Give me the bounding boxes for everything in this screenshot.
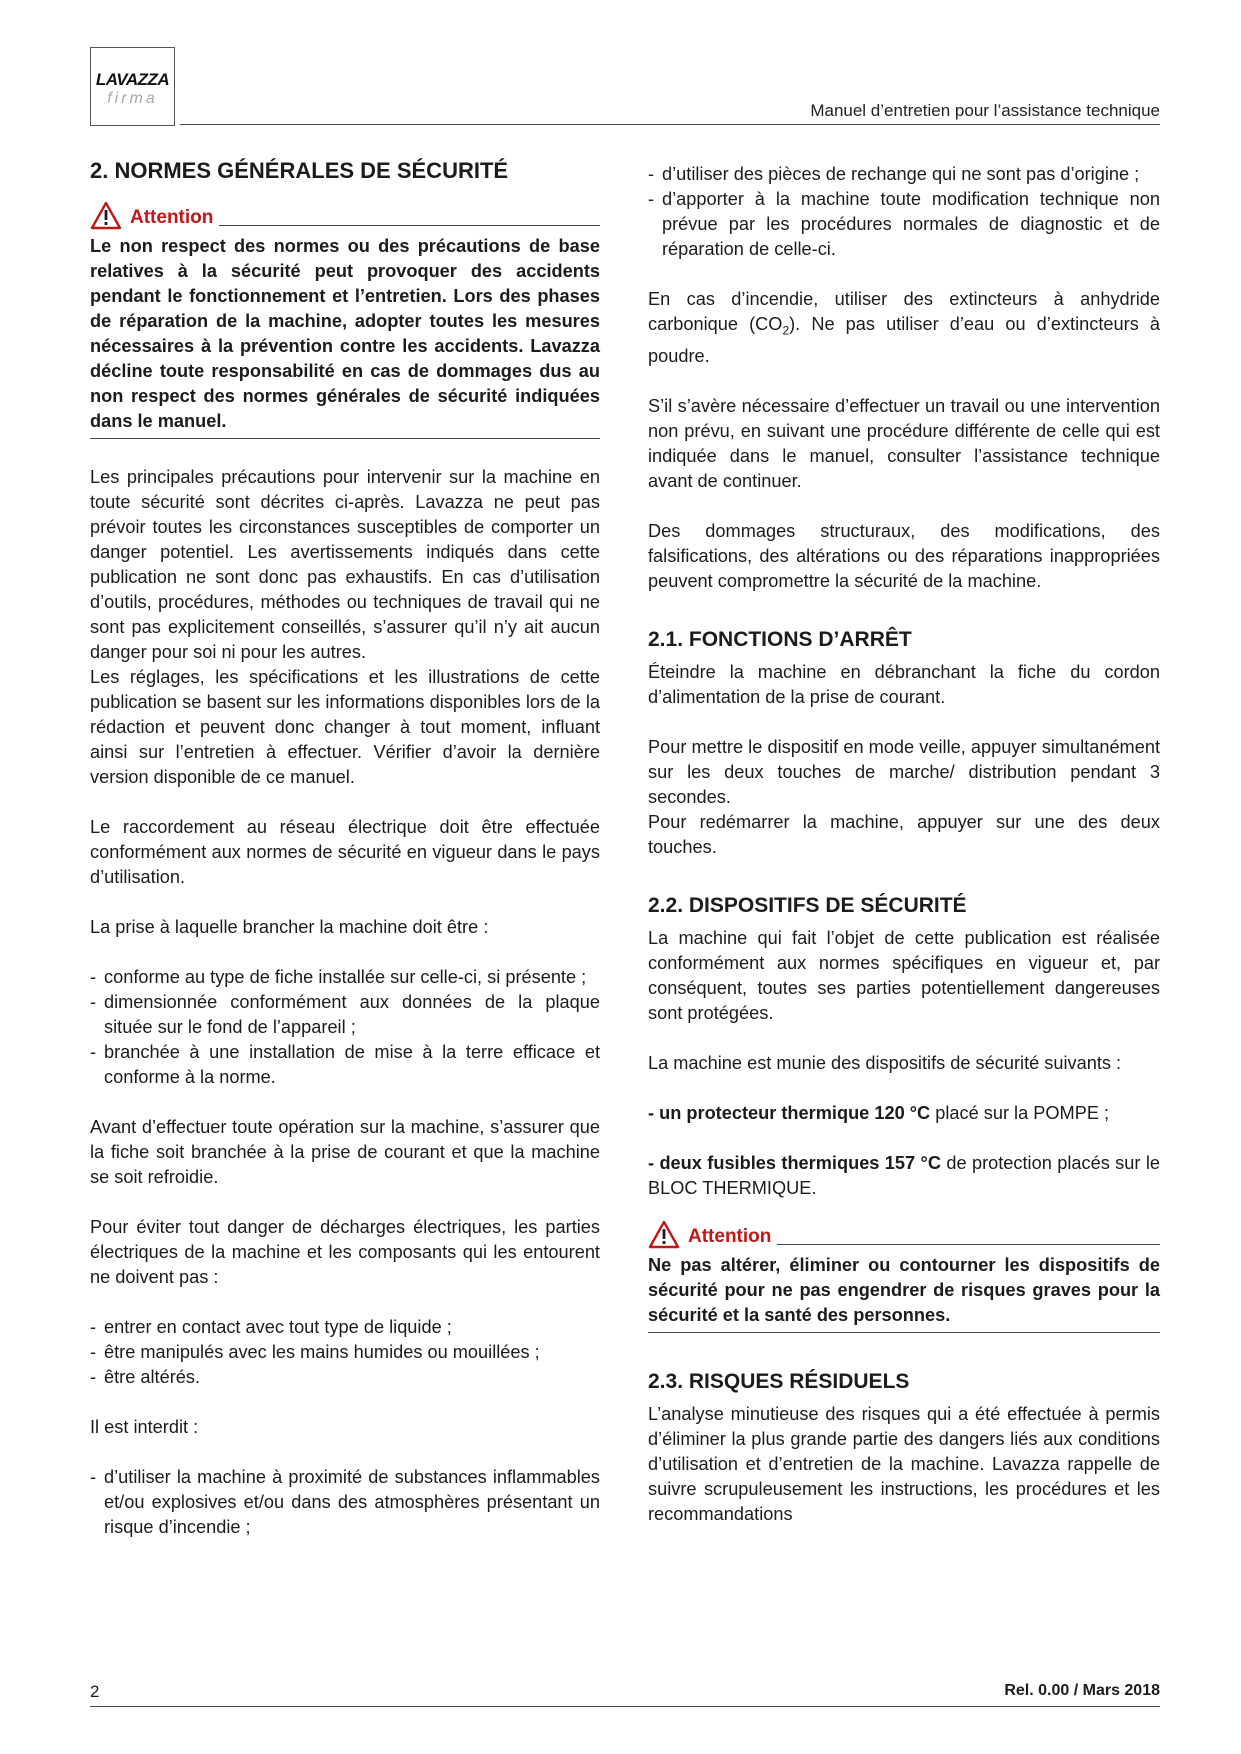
paragraph-residual-risks: L’analyse minutieuse des risques qui a été effectuée à permis d’éliminer la plus grande partie des dangers liés aux conditions d’utilisation et d’entretien de la machine. Lavazza rappelle de suivre scrupuleusement les instructions, les procédures et les recommandations <box>648 1403 1160 1524</box>
lavazza-logo <box>90 47 175 126</box>
paragraph-safety-devices: La machine est munie des dispositifs de sécurité suivants : <box>648 1052 1122 1073</box>
header-divider <box>180 124 1160 125</box>
list-item: - être altérés. <box>90 1365 600 1390</box>
attention-rule <box>777 1244 1160 1245</box>
attention-rule <box>219 225 600 226</box>
list-item: - dimensionnée conformément aux données de la plaque située sur le fond de l’appareil ; <box>90 990 600 1040</box>
attention-header <box>648 1213 1160 1249</box>
attention-text: Ne pas altérer, éliminer ou contourner les dispositifs de sécurité pour ne pas engendrer de risques graves pour la sécurité et la santé des personnes. <box>648 1249 1160 1333</box>
attention-label: Attention <box>130 207 214 228</box>
list-item: - conforme au type de fiche installée sur celle-ci, si présente ; <box>90 965 600 990</box>
paragraph-structural-damage: Des dommages structuraux, des modifications, des falsifications, des altérations ou des réparations inappropriées peuvent compromettre la sécurité de la machine. <box>648 520 1160 591</box>
section-heading-2: 2. NORMES GÉNÉRALES DE SÉCURITÉ <box>90 158 509 183</box>
device-2-label: - deux fusibles thermiques 157 °C <box>648 1152 941 1173</box>
paragraph-precautions: Les principales précautions pour intervenir sur la machine en toute sécurité sont décrites ci-après. Lavazza ne peut pas prévoir toutes les circonstances susceptibles de comporter un danger potentiel. Les avertissements indiqués dans cette publication ne sont donc pas exhaustifs. En cas d’utilisation d’outils, procédures, méthodes ou techniques de travail qui ne sont pas explicitement conseillés, s’assurer qu’il n’y ait aucun danger pour soi ni pour les autres. <box>90 467 600 662</box>
paragraph-compliance: La machine qui fait l’objet de cette publication est réalisée conformément aux normes spécifiques en vigueur et, par conséquent, toutes ses parties potentiellement dangereuses sont protégées. <box>648 927 1160 1023</box>
paragraph-electric-shock: Pour éviter tout danger de décharges électriques, les parties électriques de la machine et les composants qui les entourent ne doivent pas : <box>90 1217 600 1287</box>
list-item: - branchée à une installation de mise à la terre efficace et conforme à la norme. <box>90 1040 600 1090</box>
spacer <box>648 619 1160 627</box>
section-heading-2-3: 2.3. RISQUES RÉSIDUELS <box>648 1369 910 1393</box>
paragraph-forbidden: Il est interdit : <box>90 1417 199 1437</box>
forbidden-list <box>90 1465 600 1540</box>
attention-header <box>90 194 600 230</box>
socket-requirements-list <box>90 965 600 1090</box>
section-heading-2-1: 2.1. FONCTIONS D’ARRÊT <box>648 627 912 651</box>
paragraph-restart: Pour redémarrer la machine, appuyer sur une des deux touches. <box>648 811 1160 857</box>
section-heading-2-2: 2.2. DISPOSITIFS DE SÉCURITÉ <box>648 893 967 917</box>
paragraph-specifications: Les réglages, les spécifications et les illustrations de cette publication se basent sur les informations disponibles lors de la rédaction et peuvent donc changer à tout moment, influant ainsi sur l’entretien à effectuer. Vérifier d’avoir la dernière version disponible de ce manuel. <box>90 667 600 787</box>
co2-subscript: 2 <box>782 323 790 338</box>
safety-device-thermal-fuses <box>648 1151 1160 1201</box>
list-item: - être manipulés avec les mains humides ou mouillées ; <box>90 1340 600 1365</box>
list-item: - d’apporter à la machine toute modification technique non prévue par les procédures normales de diagnostic et de réparation de celle-ci. <box>648 187 1160 262</box>
warning-triangle-icon <box>648 1220 680 1249</box>
release-info: Rel. 0.00 / Mars 2018 <box>1004 1682 1160 1699</box>
paragraph-standby: Pour mettre le dispositif en mode veille, appuyer simultanément sur les deux touches de marche/ distribution pendant 3 secondes. <box>648 736 1160 807</box>
device-2-location: de protection placés sur le BLOC THERMIQUE. <box>648 1152 1160 1198</box>
device-1-location: placé sur la POMPE ; <box>930 1102 1110 1123</box>
list-item: - d’utiliser des pièces de rechange qui ne sont pas d’origine ; <box>648 162 1160 187</box>
list-item: - d’utiliser la machine à proximité de substances inflammables et/ou explosives et/ou dans des atmosphères présentant un risque d’incendie ; <box>90 1465 600 1540</box>
fire-text-start: En cas d’incendie, utiliser des extincteurs à anhydride carbonique (CO <box>648 289 1160 334</box>
paragraph-electrical-connection: Le raccordement au réseau électrique doit être effectuée conformément aux normes de sécurité en vigueur dans le pays d’utilisation. <box>90 817 600 887</box>
electrical-parts-list <box>90 1315 600 1390</box>
warning-triangle-icon <box>90 201 122 230</box>
spacer <box>648 885 1160 893</box>
page-number: 2 <box>90 1682 100 1701</box>
paragraph-socket-requirements: La prise à laquelle brancher la machine doit être : <box>90 917 489 937</box>
forbidden-list-continued <box>648 162 1160 262</box>
logo-brand: LAVAZZA <box>95 70 170 89</box>
left-column <box>90 158 600 1565</box>
fire-text-end: ). Ne pas utiliser d’eau ou d’extincteurs à poudre. <box>648 314 1160 366</box>
paragraph-unforeseen-work: S’il s’avère nécessaire d’effectuer un travail ou une intervention non prévu, en suivant une procédure différente de celle qui est indiquée dans le manuel, consulter l’assistance technique avant de continuer. <box>648 395 1160 491</box>
device-1-label: - un protecteur thermique 120 °C <box>648 1102 931 1123</box>
paragraph-before-operation: Avant d’effectuer toute opération sur la machine, s’assurer que la fiche soit branchée à la prise de courant et que la machine se soit refroidie. <box>90 1117 600 1187</box>
attention-label: Attention <box>688 1225 772 1247</box>
right-column <box>648 162 1160 1552</box>
document-title: Manuel d’entretien pour l’assistance technique <box>810 101 1160 120</box>
attention-text: Le non respect des normes ou des précautions de base relatives à la sécurité peut provoquer des accidents pendant le fonctionnement et l’entretien. Lors des phases de réparation de la machine, adopter toutes les mesures nécessaires à la prévention contre les accidents. Lavazza décline toute responsabilité en cas de dommages dus au non respect des normes générales de sécurité indiquées dans le manuel. <box>90 230 600 439</box>
paragraph-shutdown: Éteindre la machine en débranchant la fiche du cordon d’alimentation de la prise de courant. <box>648 661 1160 707</box>
safety-device-thermal-protector <box>648 1101 1160 1126</box>
logo-subbrand: firma <box>107 90 158 107</box>
list-item: - entrer en contact avec tout type de liquide ; <box>90 1315 600 1340</box>
footer-divider <box>90 1706 1160 1707</box>
paragraph-fire <box>648 287 1160 369</box>
